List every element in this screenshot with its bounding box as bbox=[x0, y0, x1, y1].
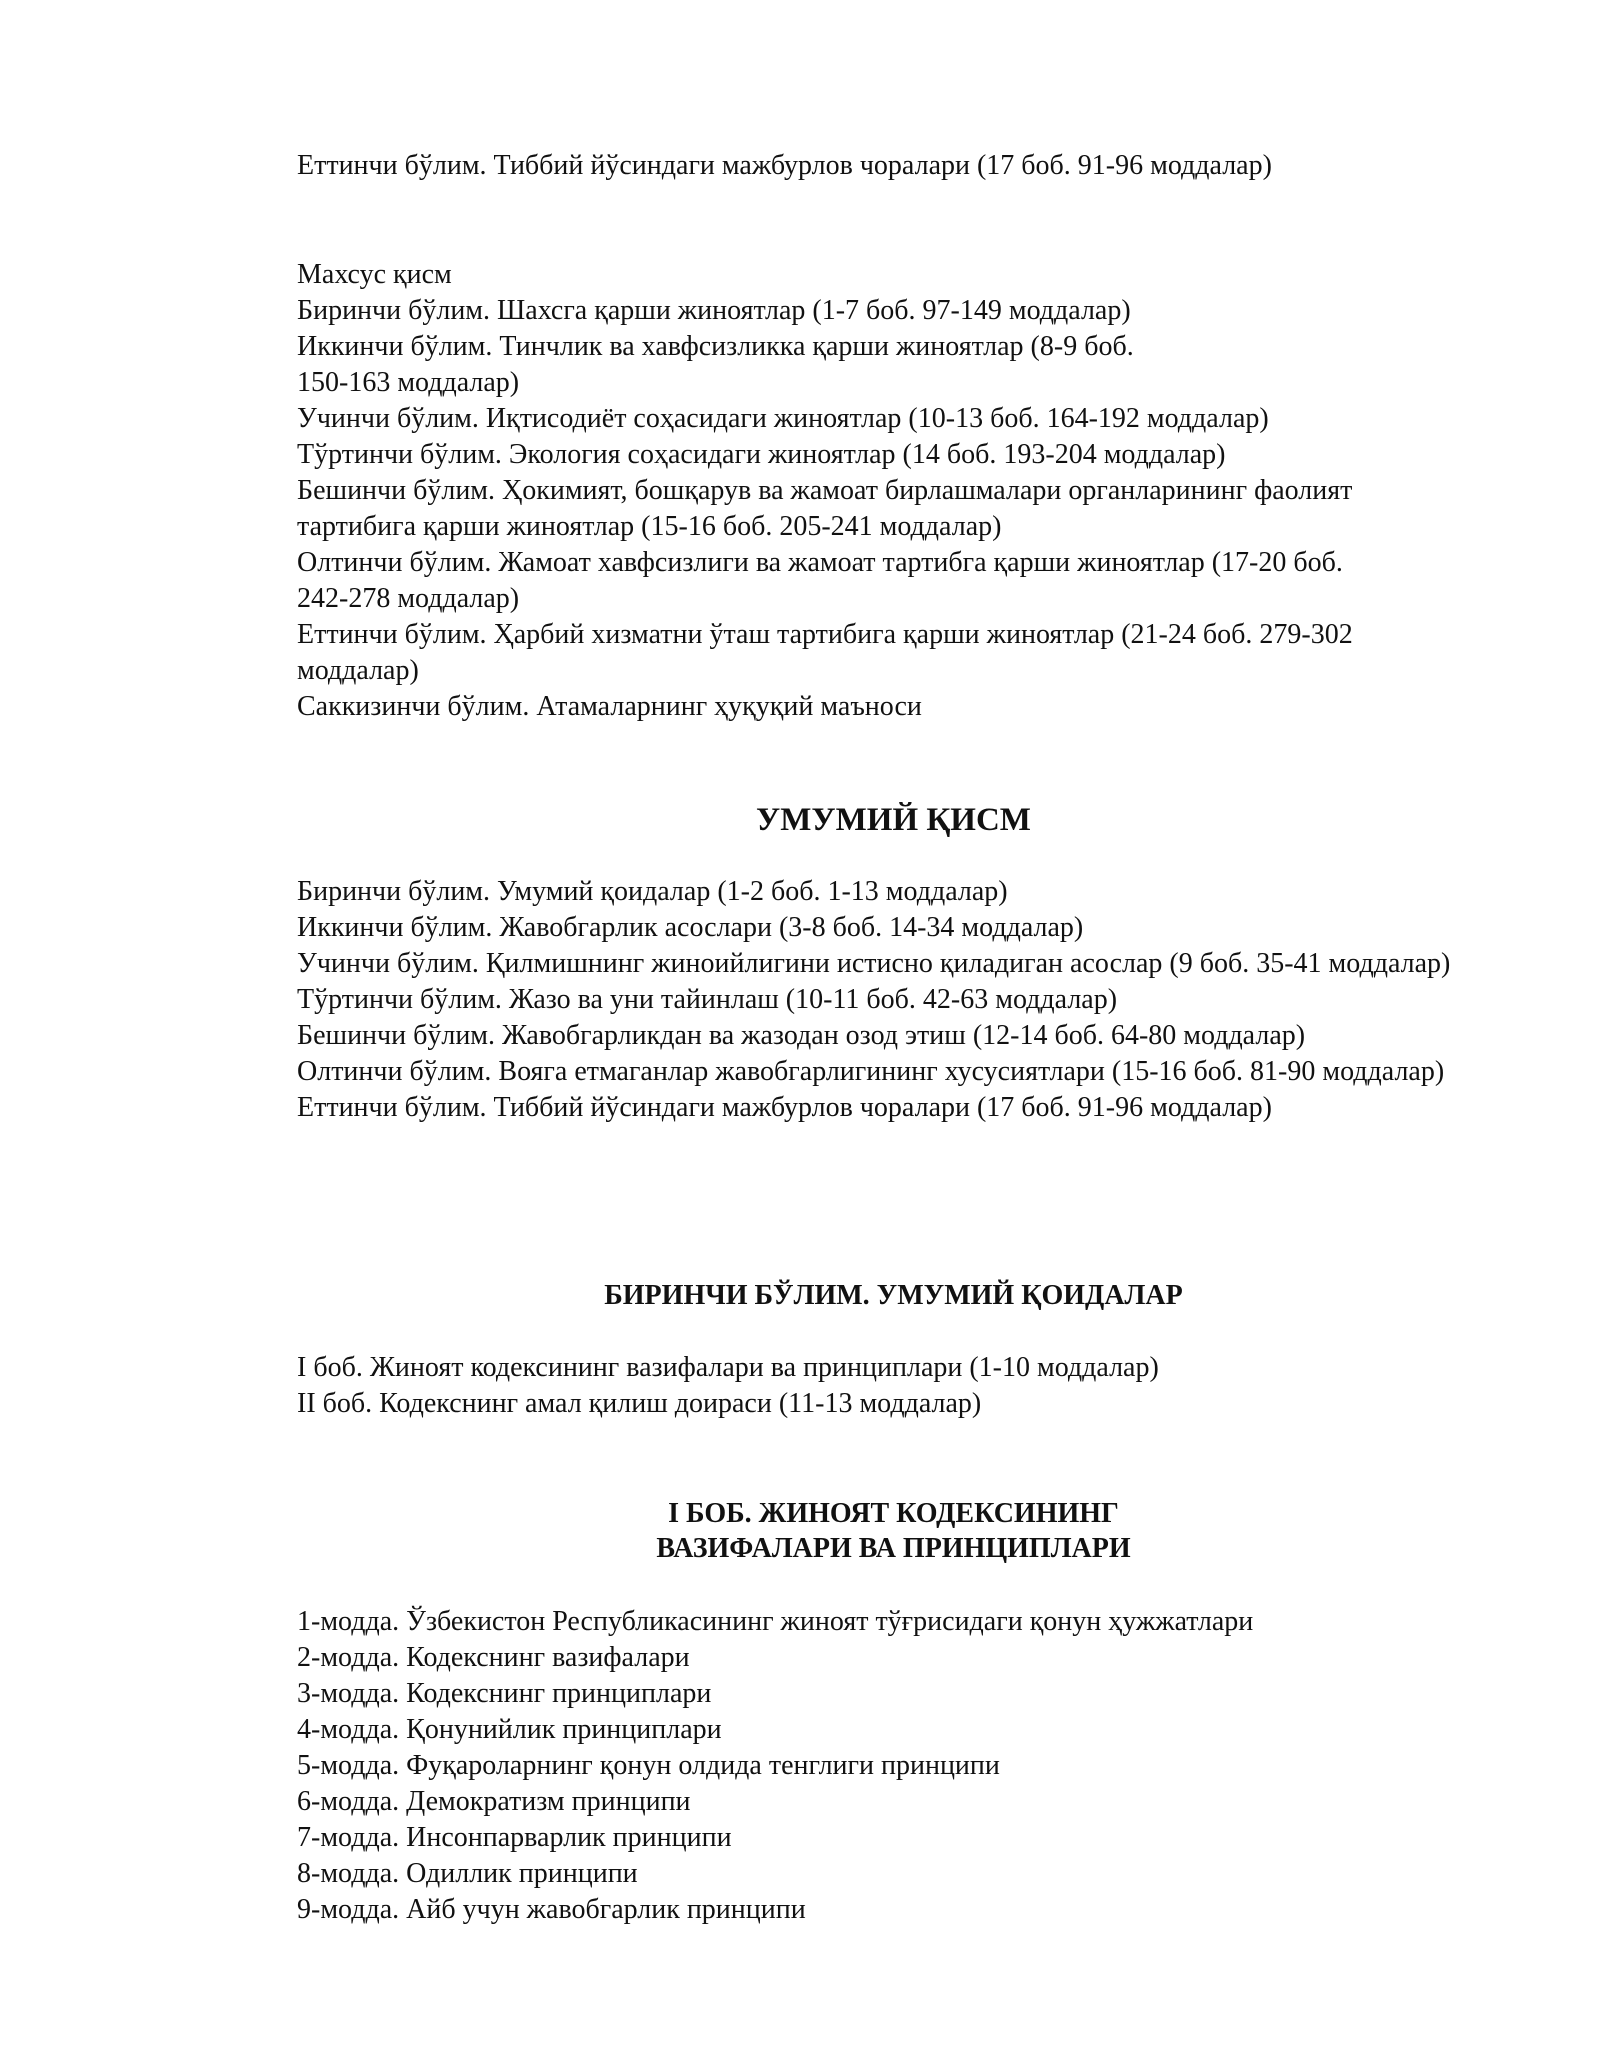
general-part-list bbox=[297, 874, 1490, 1126]
text-line: Бешинчи бўлим. Ҳокимият, бошқарув ва жамоат бирлашмалари органларининг фаолият bbox=[297, 475, 1353, 506]
chapter-one-heading-line2: ВАЗИФАЛАРИ ВА ПРИНЦИПЛАРИ bbox=[656, 1533, 1131, 1564]
text-line: Еттинчи бўлим. Ҳарбий хизматни ўташ тартибига қарши жиноятлар (21-24 боб. 279-302 bbox=[297, 619, 1353, 650]
text-line: Тўртинчи бўлим. Жазо ва уни тайинлаш (10-11 боб. 42-63 моддалар) bbox=[297, 984, 1118, 1015]
text-line: Биринчи бўлим. Умумий қоидалар (1-2 боб. 1-13 моддалар) bbox=[297, 876, 1008, 907]
article-item: 3-модда. Кодекснинг принциплари bbox=[297, 1678, 712, 1709]
section-one-list bbox=[297, 1350, 1490, 1422]
article-item: 5-модда. Фуқароларнинг қонун олдида тенглиги принципи bbox=[297, 1750, 1000, 1781]
section-title: Махсус қисм bbox=[297, 259, 452, 290]
text-line: Тўртинчи бўлим. Экология соҳасидаги жиноятлар (14 боб. 193-204 моддалар) bbox=[297, 439, 1226, 470]
text-line: Иккинчи бўлим. Жавобгарлик асослари (3-8 боб. 14-34 моддалар) bbox=[297, 912, 1084, 943]
article-item: 8-модда. Одиллик принципи bbox=[297, 1858, 638, 1889]
text-line: Олтинчи бўлим. Жамоат хавфсизлиги ва жамоат тартибга қарши жиноятлар (17-20 боб. bbox=[297, 547, 1343, 578]
text-line: 150-163 моддалар) bbox=[297, 367, 520, 398]
article-item: 1-модда. Ўзбекистон Республикасининг жиноят тўғрисидаги қонун ҳужжатлари bbox=[297, 1606, 1254, 1637]
text-line: Еттинчи бўлим. Тиббий йўсиндаги мажбурлов чоралари (17 боб. 91-96 моддалар) bbox=[297, 1092, 1272, 1123]
text-line: Учинчи бўлим. Иқтисодиёт соҳасидаги жиноятлар (10-13 боб. 164-192 моддалар) bbox=[297, 403, 1269, 434]
text-line: Учинчи бўлим. Қилмишнинг жиноийлигини истисно қиладиган асослар (9 боб. 35-41 моддалар) bbox=[297, 948, 1451, 979]
article-item: 7-модда. Инсонпарварлик принципи bbox=[297, 1822, 732, 1853]
special-part-section bbox=[297, 257, 1490, 725]
section-one-heading: БИРИНЧИ БЎЛИМ. УМУМИЙ ҚОИДАЛАР bbox=[604, 1280, 1183, 1311]
text-line: тартибига қарши жиноятлар (15-16 боб. 205-241 моддалар) bbox=[297, 511, 1002, 542]
article-item: 6-модда. Демократизм принципи bbox=[297, 1786, 691, 1817]
chapter-one-heading-block bbox=[297, 1496, 1490, 1566]
text-line: I боб. Жиноят кодексининг вазифалари ва принциплари (1-10 моддалар) bbox=[297, 1352, 1159, 1383]
text-line: 242-278 моддалар) bbox=[297, 583, 520, 614]
text-line: Бешинчи бўлим. Жавобгарликдан ва жазодан озод этиш (12-14 боб. 64-80 моддалар) bbox=[297, 1020, 1306, 1051]
article-item: 4-модда. Қонунийлик принциплари bbox=[297, 1714, 722, 1745]
text-line: моддалар) bbox=[297, 655, 419, 686]
general-part-heading: УМУМИЙ ҚИСМ bbox=[756, 802, 1031, 838]
text-line: II боб. Кодекснинг амал қилиш доираси (11-13 моддалар) bbox=[297, 1388, 982, 1419]
text-line: Иккинчи бўлим. Тинчлик ва хавфсизликка қарши жиноятлар (8-9 боб. bbox=[297, 331, 1134, 362]
article-item: 2-модда. Кодекснинг вазифалари bbox=[297, 1642, 690, 1673]
article-item: 9-модда. Айб учун жавобгарлик принципи bbox=[297, 1894, 806, 1925]
article-list bbox=[297, 1604, 1490, 1928]
text-line: Саккизинчи бўлим. Атамаларнинг ҳуқуқий маъноси bbox=[297, 691, 922, 722]
general-part-heading-block bbox=[297, 800, 1490, 840]
section-one-heading-block bbox=[297, 1278, 1490, 1314]
text-line: Еттинчи бўлим. Тиббий йўсиндаги мажбурлов чоралари (17 боб. 91-96 моддалар) bbox=[297, 150, 1272, 181]
text-line: Олтинчи бўлим. Вояга етмаганлар жавобгарлигининг хусусиятлари (15-16 боб. 81-90 моддалар) bbox=[297, 1056, 1445, 1087]
text-line: Биринчи бўлим. Шахсга қарши жиноятлар (1-7 боб. 97-149 моддалар) bbox=[297, 295, 1131, 326]
top-section bbox=[297, 148, 1490, 184]
chapter-one-heading-line1: I БОБ. ЖИНОЯТ КОДЕКСИНИНГ bbox=[668, 1498, 1119, 1529]
